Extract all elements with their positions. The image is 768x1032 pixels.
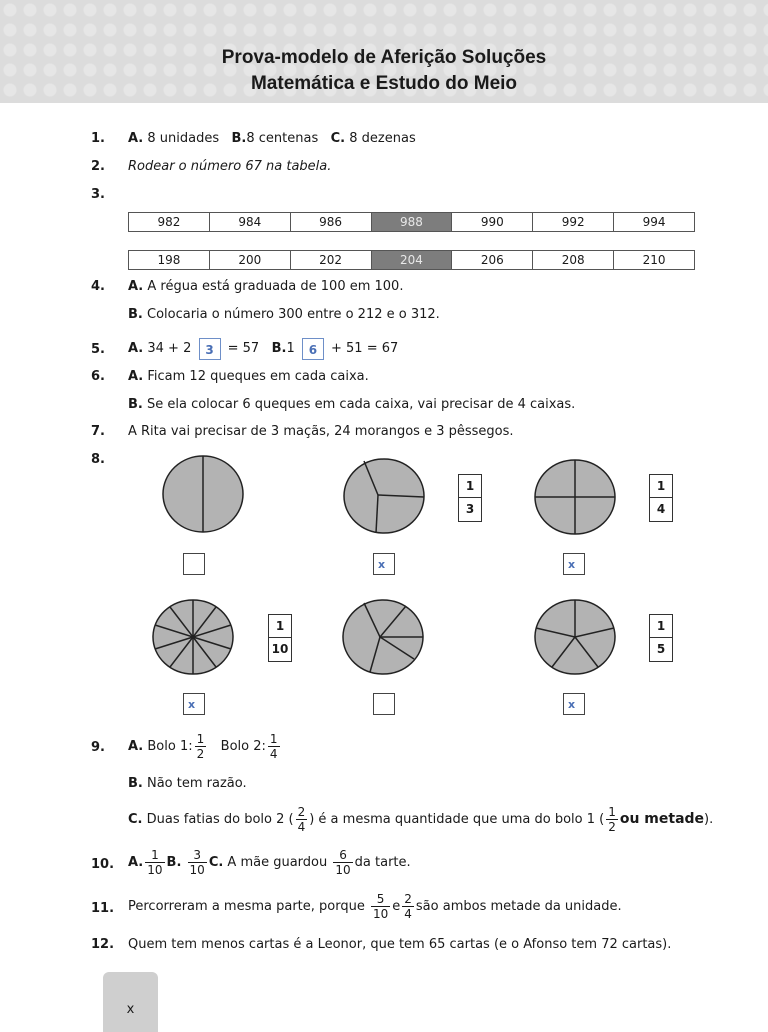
page-title-line2: Matemática e Estudo do Meio xyxy=(250,73,518,94)
page-number-tab xyxy=(103,972,158,1032)
q5-b-label: B. xyxy=(271,341,287,356)
q5-answer xyxy=(128,335,398,363)
check-mark-icon: x xyxy=(568,558,576,571)
frac-num: 2 xyxy=(404,892,412,906)
q2-number: 2. xyxy=(91,159,105,174)
fraction-box-den: 4 xyxy=(656,502,666,516)
q10-a-label: A. xyxy=(128,855,144,870)
seq2-cell: 202 xyxy=(290,251,371,270)
q5-a-label: A. xyxy=(128,341,144,356)
q3-number: 3. xyxy=(91,187,105,202)
q9-a-text2: Bolo 2: xyxy=(208,739,266,754)
pie-tenths xyxy=(150,595,260,680)
frac-num: 2 xyxy=(297,805,306,819)
check-mark-icon: x xyxy=(568,698,576,711)
q7-number: 7. xyxy=(91,424,105,439)
q11-fraction2 xyxy=(402,892,414,921)
page-header xyxy=(0,0,768,103)
q11-text1: Percorreram a mesma parte, porque xyxy=(128,899,369,914)
seq1-cell-answer: 988 xyxy=(371,213,452,232)
checkbox-pie-thirds[interactable] xyxy=(373,553,395,575)
q10-a-fraction xyxy=(145,848,164,877)
page-number: x xyxy=(126,1002,135,1017)
frac-den: 4 xyxy=(404,907,412,921)
q9-c-label: C. xyxy=(128,812,143,827)
q5-a-expr: 34 + 2 xyxy=(143,341,196,356)
q9-a xyxy=(128,730,282,764)
q4-b xyxy=(128,307,440,322)
q9-a-text1: Bolo 1: xyxy=(143,739,193,754)
seq2-cell-answer: 204 xyxy=(371,251,452,270)
q10-answer xyxy=(128,846,411,880)
frac-num: 1 xyxy=(145,848,164,863)
fraction-box-num: 1 xyxy=(650,615,672,638)
fraction-box-1-10 xyxy=(268,614,292,662)
pie-quarters xyxy=(530,455,640,535)
checkbox-pie-halves[interactable] xyxy=(183,553,205,575)
check-mark-icon: x xyxy=(188,698,196,711)
q4-b-label: B. xyxy=(128,307,143,322)
fraction-box-1-4 xyxy=(649,474,673,522)
q9-c xyxy=(128,802,713,837)
seq1-cell: 992 xyxy=(533,213,614,232)
frac-den: 10 xyxy=(372,907,389,921)
frac-den: 10 xyxy=(335,863,351,877)
q10-c-text1: A mãe guardou xyxy=(223,855,332,870)
q6-b-label: B. xyxy=(128,397,143,412)
q7-answer: A Rita vai precisar de 3 maçãs, 24 morangos e 3 pêssegos. xyxy=(128,424,514,439)
q9-b-text: Não tem razão. xyxy=(142,776,247,791)
q4-a-label: A. xyxy=(128,279,144,294)
frac-den: 10 xyxy=(189,863,205,877)
q9-c-text4: ). xyxy=(704,812,714,827)
q8-number: 8. xyxy=(91,452,105,467)
q11-fraction1 xyxy=(371,892,390,921)
q9-a-label: A. xyxy=(128,739,144,754)
q6-number: 6. xyxy=(91,369,105,384)
q5-number: 5. xyxy=(91,342,105,357)
frac-den: 10 xyxy=(147,863,163,877)
seq1-cell: 994 xyxy=(614,213,695,232)
q9-c-fraction1 xyxy=(296,805,308,834)
q1-b-label: B. xyxy=(231,131,247,146)
q11-text2: e xyxy=(392,899,401,914)
q10-number: 10. xyxy=(91,857,115,872)
fraction-box-den: 3 xyxy=(465,502,475,516)
seq1-cell: 984 xyxy=(209,213,290,232)
q5-b-box-value: 6 xyxy=(308,342,318,357)
q9-a-fraction1 xyxy=(195,732,207,761)
frac-num: 1 xyxy=(196,732,205,746)
q1-b-text: 8 centenas xyxy=(246,131,331,146)
q1-number: 1. xyxy=(91,131,105,146)
q6-a xyxy=(128,369,369,384)
q5-a-result: = 57 xyxy=(223,341,272,356)
q11-answer xyxy=(128,890,622,924)
seq2-cell: 200 xyxy=(209,251,290,270)
q4-a-text: A régua está graduada de 100 em 100. xyxy=(143,279,404,294)
fraction-box-den: 5 xyxy=(656,642,666,656)
fraction-box-1-3 xyxy=(458,474,482,522)
q10-c-text2: da tarte. xyxy=(354,855,411,870)
q11-number: 11. xyxy=(91,901,115,916)
frac-den: 4 xyxy=(269,747,278,761)
q4-a xyxy=(128,279,403,294)
q9-a-fraction2 xyxy=(268,732,280,761)
pie-fifths xyxy=(530,595,640,680)
frac-num: 5 xyxy=(371,892,390,907)
frac-num: 3 xyxy=(188,848,207,863)
pie-halves xyxy=(150,455,260,535)
frac-num: 1 xyxy=(269,732,278,746)
frac-den: 2 xyxy=(608,820,616,834)
q9-b-label: B. xyxy=(128,776,143,791)
pie-unequal xyxy=(340,595,450,680)
frac-num: 1 xyxy=(608,805,616,819)
q9-c-fraction2 xyxy=(606,805,618,834)
q9-number: 9. xyxy=(91,740,105,755)
pie-thirds xyxy=(340,455,450,535)
q9-c-text1: Duas fatias do bolo 2 ( xyxy=(142,812,294,827)
seq1-cell: 990 xyxy=(452,213,533,232)
q6-a-text: Ficam 12 queques em cada caixa. xyxy=(143,369,369,384)
q9-c-text2: ) é a mesma quantidade que uma do bolo 1 ( xyxy=(309,812,605,827)
fraction-box-num: 1 xyxy=(650,475,672,498)
seq2-cell: 198 xyxy=(129,251,210,270)
q5-a-answer-box xyxy=(199,338,221,360)
fraction-box-num: 1 xyxy=(269,615,291,638)
q9-c-text3: ou metade xyxy=(619,811,705,827)
q4-b-text: Colocaria o número 300 entre o 212 e o 312. xyxy=(142,307,440,322)
fraction-box-den: 10 xyxy=(271,642,289,656)
q3-sequence-row2 xyxy=(128,250,695,270)
seq1-cell: 986 xyxy=(290,213,371,232)
q2-answer: Rodear o número 67 na tabela. xyxy=(128,159,332,174)
seq2-cell: 208 xyxy=(533,251,614,270)
q5-b-answer-box xyxy=(302,338,324,360)
q5-b-result: + 51 = 67 xyxy=(326,341,399,356)
checkbox-pie-tenths[interactable] xyxy=(183,693,205,715)
q1-c-label: C. xyxy=(330,131,346,146)
frac-den: 4 xyxy=(297,820,306,834)
q1-a-text: 8 unidades xyxy=(143,131,232,146)
q9-b xyxy=(128,776,247,791)
q4-number: 4. xyxy=(91,279,105,294)
q5-a-box-value: 3 xyxy=(205,342,214,357)
q1-c-text: 8 dezenas xyxy=(345,131,416,146)
q3-sequence-row1 xyxy=(128,212,695,232)
seq1-cell: 982 xyxy=(129,213,210,232)
page-title-line1: Prova-modelo de Aferição Soluções xyxy=(221,47,547,68)
q1-a-label: A. xyxy=(128,131,144,146)
q12-answer: Quem tem menos cartas é a Leonor, que tem 65 cartas (e o Afonso tem 72 cartas). xyxy=(128,937,672,952)
q6-b xyxy=(128,397,575,412)
q6-a-label: A. xyxy=(128,369,144,384)
checkbox-pie-quarters[interactable] xyxy=(563,553,585,575)
frac-den: 2 xyxy=(196,747,205,761)
q10-b-label: B. xyxy=(166,855,182,870)
checkbox-pie-fifths[interactable] xyxy=(563,693,585,715)
q12-number: 12. xyxy=(91,937,115,952)
seq2-cell: 206 xyxy=(452,251,533,270)
q1-answer xyxy=(128,131,416,146)
q10-c-label: C. xyxy=(208,855,224,870)
seq2-cell: 210 xyxy=(614,251,695,270)
frac-num: 6 xyxy=(333,848,352,863)
q10-b-fraction xyxy=(188,848,207,877)
fraction-box-1-5 xyxy=(649,614,673,662)
q6-b-text: Se ela colocar 6 queques em cada caixa, vai precisar de 4 caixas. xyxy=(142,397,576,412)
q5-b-expr: 1 xyxy=(286,341,299,356)
check-mark-icon: x xyxy=(378,558,386,571)
q10-c-fraction xyxy=(333,848,352,877)
fraction-box-num: 1 xyxy=(459,475,481,498)
q11-text3: são ambos metade da unidade. xyxy=(415,899,622,914)
checkbox-pie-unequal[interactable] xyxy=(373,693,395,715)
